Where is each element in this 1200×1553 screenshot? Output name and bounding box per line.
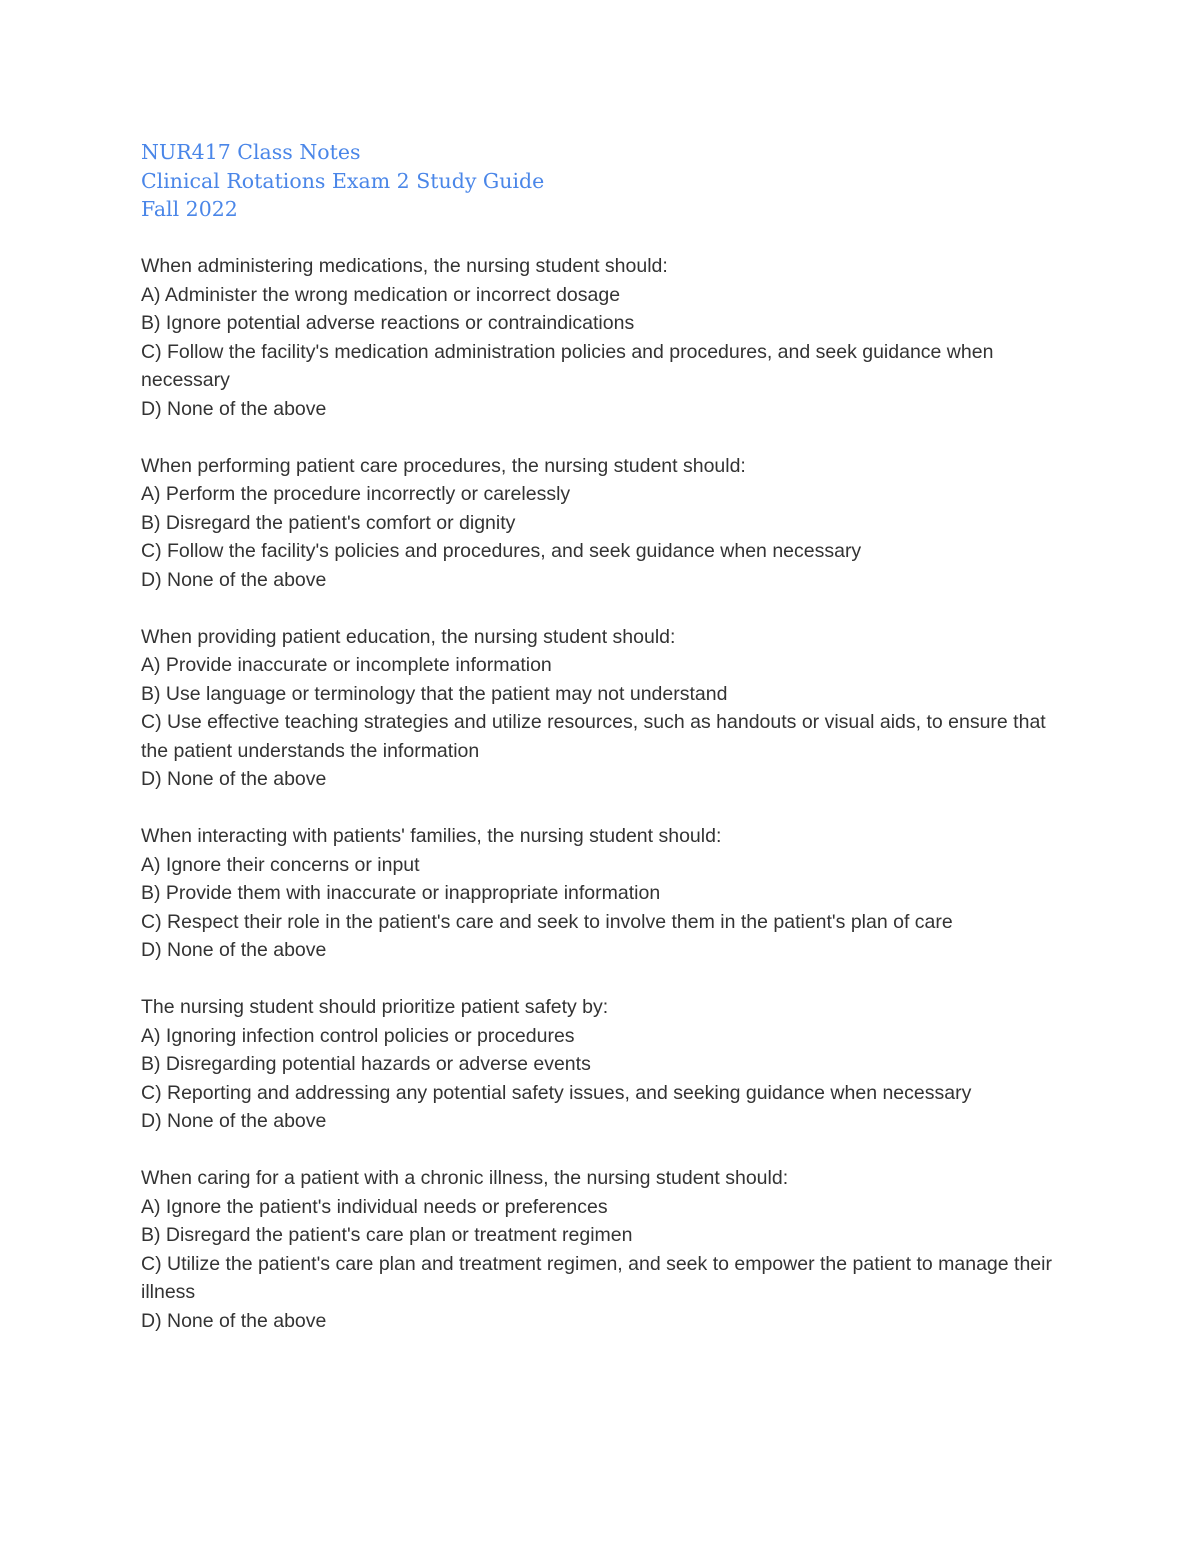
option-c: C) Follow the facility's medication administration policies and procedures, and seek guidance when necessary (141, 340, 994, 391)
question-3 (141, 623, 1061, 794)
question-2 (141, 452, 1061, 595)
option-b: B) Use language or terminology that the patient may not understand (141, 682, 728, 705)
question-6 (141, 1164, 1061, 1335)
option-b: B) Disregard the patient's care plan or treatment regimen (141, 1224, 633, 1246)
question-prompt: When providing patient education, the nursing student should: (141, 625, 676, 648)
option-a: A) Ignore the patient's individual needs or preferences (141, 1195, 608, 1218)
option-a: A) Ignore their concerns or input (141, 853, 420, 876)
option-d: D) None of the above (141, 1110, 327, 1132)
course-title: NUR417 Class Notes (141, 140, 361, 164)
option-b: B) Disregard the patient's comfort or dignity (141, 511, 516, 534)
option-b: B) Ignore potential adverse reactions or contraindications (141, 312, 635, 334)
option-d: D) None of the above (141, 568, 327, 591)
question-prompt: When interacting with patients' families, the nursing student should: (141, 825, 722, 847)
option-a: A) Ignoring infection control policies or procedures (141, 1024, 575, 1047)
document-content (141, 138, 1061, 1335)
option-b: B) Disregarding potential hazards or adverse events (141, 1053, 591, 1075)
option-c: C) Reporting and addressing any potential safety issues, and seeking guidance when necessary (141, 1081, 972, 1104)
option-c: C) Respect their role in the patient's care and seek to involve them in the patient's plan of care (141, 910, 953, 933)
option-c: C) Follow the facility's policies and procedures, and seek guidance when necessary (141, 540, 862, 562)
question-1 (141, 252, 1061, 423)
question-prompt: When administering medications, the nursing student should: (141, 255, 668, 277)
question-prompt: The nursing student should prioritize patient safety by: (141, 996, 609, 1018)
option-a: A) Provide inaccurate or incomplete information (141, 654, 552, 676)
option-d: D) None of the above (141, 397, 327, 420)
question-prompt: When performing patient care procedures, the nursing student should: (141, 454, 746, 477)
option-b: B) Provide them with inaccurate or inappropriate information (141, 882, 661, 904)
option-d: D) None of the above (141, 768, 327, 790)
term-title: Fall 2022 (141, 197, 238, 221)
option-a: A) Perform the procedure incorrectly or carelessly (141, 483, 571, 505)
document-header (141, 138, 1061, 224)
option-d: D) None of the above (141, 1309, 327, 1332)
option-c: C) Utilize the patient's care plan and treatment regimen, and seek to empower the patient to manage their illness (141, 1252, 1052, 1303)
question-5 (141, 993, 1061, 1136)
question-4 (141, 822, 1061, 965)
option-a: A) Administer the wrong medication or incorrect dosage (141, 283, 621, 306)
option-d: D) None of the above (141, 939, 327, 961)
guide-title: Clinical Rotations Exam 2 Study Guide (141, 168, 545, 193)
option-c: C) Use effective teaching strategies and utilize resources, such as handouts or visual aids, to ensure that the patient understands the information (141, 711, 1046, 762)
question-prompt: When caring for a patient with a chronic illness, the nursing student should: (141, 1167, 789, 1189)
